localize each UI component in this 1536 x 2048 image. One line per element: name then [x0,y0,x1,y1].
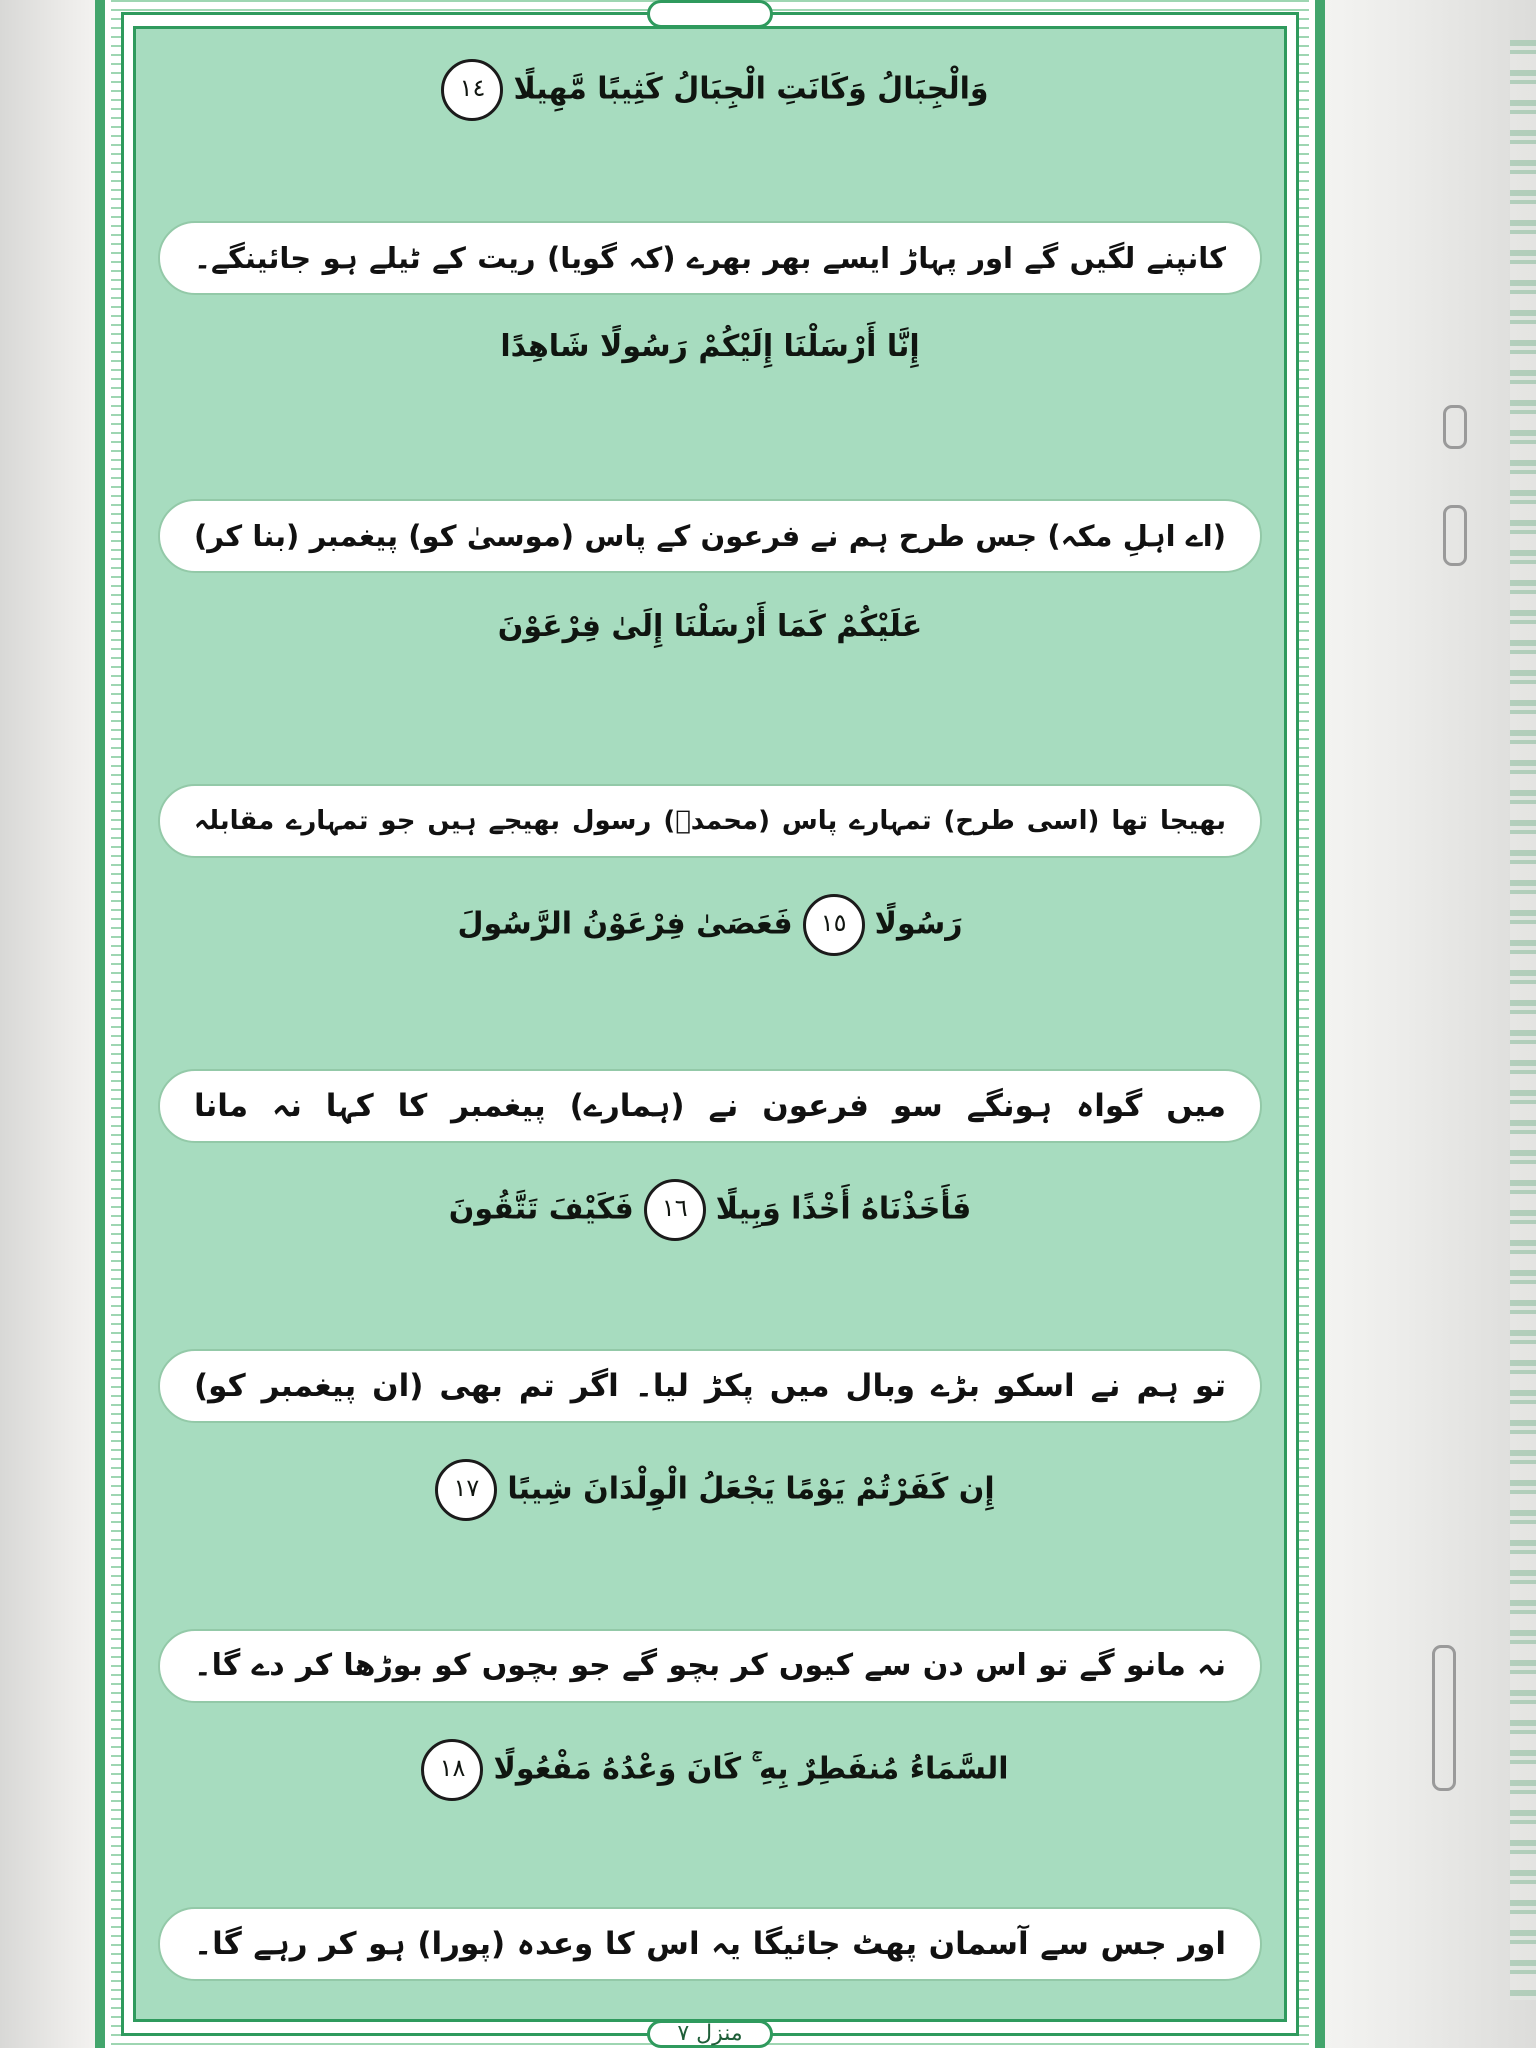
verse-line [152,609,1268,644]
translation-line: اور جس سے آسمان پھٹ جائیگا یہ اس کا وعدہ (پورا) ہو کر رہے گا۔ [158,1907,1262,1981]
translation-line: نہ مانو گے تو اس دن سے کیوں کر بچو گے جو بچوں کو بوڑھا کر دے گا۔ [158,1629,1262,1703]
ayah-number-marker: ١٦ [644,1179,706,1241]
binding-clip [1443,405,1467,449]
verse-text: وَالْجِبَالُ وَكَانَتِ الْجِبَالُ كَثِيبًا مَّهِيلًا [513,71,989,107]
verse-line [152,894,1268,956]
verse-line [152,1459,1268,1521]
next-page-border-strip [1510,40,1536,2000]
top-ornament [647,0,773,28]
ayah-number-marker: ١٧ [435,1459,497,1521]
verse-line [152,1179,1268,1241]
left-page-edge [0,0,95,2048]
ayah-number-marker: ١٥ [803,894,865,956]
verse-text: عَلَيْكُمْ كَمَا أَرْسَلْنَا إِلَىٰ فِرْعَوْنَ [497,609,923,644]
faded-margin-text [48,330,78,440]
verse-text: إِن كَفَرْتُمْ يَوْمًا يَجْعَلُ الْوِلْدَانَ شِيبًا [507,1471,995,1507]
verse-text: فَكَيْفَ تَتَّقُونَ [448,1191,634,1227]
verse-text: السَّمَاءُ مُنفَطِرٌ بِهِ ۚ كَانَ وَعْدُهُ مَفْعُولًا [493,1751,1009,1787]
page-frame [95,0,1325,2048]
binding-clip [1432,1645,1456,1791]
manzil-label: منزل ۷ [677,2021,743,2046]
ayah-number-marker: ١٨ [421,1739,483,1801]
translation-line: (اے اہلِ مکہ) جس طرح ہم نے فرعون کے پاس (موسیٰ کو) پیغمبر (بنا کر) [158,499,1262,573]
translation-line: کانپنے لگیں گے اور پہاڑ ایسے بھر بھرے (کہ گویا) ریت کے ٹیلے ہو جائینگے۔ [158,221,1262,295]
ayah-number-marker: ١٤ [441,59,503,121]
translation-line: تو ہم نے اسکو بڑے وبال میں پکڑ لیا۔ اگر تم بھی (ان پیغمبر کو) [158,1349,1262,1423]
verse-text: رَسُولًا [874,906,963,942]
verse-line [152,329,1268,364]
right-page-edge [1316,0,1536,2048]
quran-page-panel [133,26,1287,2022]
verse-line [152,1739,1268,1801]
verse-text: إِنَّا أَرْسَلْنَا إِلَيْكُمْ رَسُولًا شَاهِدًا [500,329,920,364]
verse-line [152,59,1268,121]
verse-text: فَأَخَذْنَاهُ أَخْذًا وَبِيلًا [715,1191,972,1227]
verse-text: فَعَصَىٰ فِرْعَوْنُ الرَّسُولَ [457,906,793,942]
translation-line: بھیجا تھا (اسی طرح) تمہارے پاس (محمدؐ) رسول بھیجے ہیں جو تمہارے مقابلہ [158,784,1262,858]
translation-line: میں گواہ ہونگے سو فرعون نے (ہمارے) پیغمبر کا کہا نہ مانا [158,1069,1262,1143]
binding-clip [1443,505,1467,566]
